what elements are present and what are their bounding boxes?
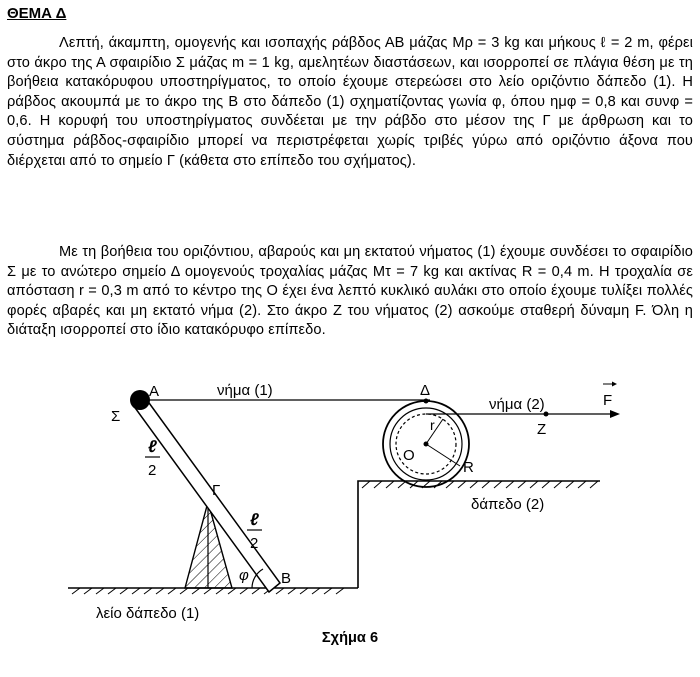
label-phi: φ (239, 567, 249, 584)
paragraph-setup: Λεπτή, άκαμπτη, ομογενής και ισοπαχής ράβδος ΑΒ μάζας Μρ = 3 kg και μήκους ℓ = 2 m, φέρει στο άκρο της Α σφαιρίδιο Σ μάζας m = 1 kg, αμελητέων διαστάσεων, και ισορροπεί σε πλάγια θέση με τη βοήθεια κατακόρυφου υποστηρίγματος, το οποίο έχουμε στερεώσει στο λείο οριζόντιο δάπεδο (1). Η ράβδος ακουμπά με το άκρο της Β στο δάπεδο (1) σχηματίζοντας γωνία φ, όπου ημφ = 0,8 και συνφ = 0,6. Η κορυφή του υποστηρίγματος συνδέεται με την ράβδο στο μέσον της Γ με άρθρωση και το σύστημα ράβδος-σφαιρίδιο μπορεί να περιστρέφεται χωρίς τριβές γύρω από οριζόντιο άξονα που διέρχεται από το σημείο Γ (κάθετα στο επίπεδο του σχήματος). (7, 35, 693, 169)
label-Gamma: Γ (212, 482, 221, 499)
label-Delta: Δ (420, 382, 431, 399)
label-floor-2: δάπεδο (2) (471, 496, 545, 513)
point-delta (424, 399, 429, 404)
force-F-overarrow-head (612, 382, 617, 387)
label-half-length-lower-num: ℓ (250, 510, 259, 529)
label-r: r (430, 417, 435, 433)
label-half-length-upper-num: ℓ (148, 437, 157, 456)
figure-caption: Σχήμα 6 (321, 630, 379, 646)
label-half-length-upper-den: 2 (148, 462, 157, 479)
label-F: F (603, 392, 613, 409)
label-A: Α (149, 383, 160, 400)
label-R: R (463, 459, 474, 476)
label-B: Β (281, 570, 292, 587)
floor-1-hatching (72, 588, 344, 594)
label-half-length-lower-den: 2 (250, 535, 259, 552)
label-string-2: νήμα (2) (489, 396, 545, 413)
label-O: Ο (403, 447, 415, 464)
floor-2-hatching (362, 481, 598, 488)
label-Sigma: Σ (111, 408, 121, 425)
label-floor-1: λείο δάπεδο (1) (96, 605, 200, 622)
label-string-1: νήμα (1) (217, 382, 273, 399)
paragraph-pulley: Με τη βοήθεια του οριζόντιου, αβαρούς και μη εκτατού νήματος (1) έχουμε συνδέσει το σφαιρίδιο Σ με το ανώτερο σημείο Δ ομογενούς τροχαλίας μάζας Μτ = 7 kg και ακτίνας R = 0,4 m. Η τροχαλία σε απόσταση r = 0,3 m από το κέντρο της Ο έχει ένα λεπτό κυκλικό αυλάκι στο οποίο έχουμε τυλίξει πολλές φορές αβαρές και μη εκτατό νήμα (2). Στο άκρο Ζ του νήματος (2) ασκούμε σταθερή δύναμη F. Όλη η διάταξη ισορροπεί στο ίδιο κατακόρυφο επίπεδο. (7, 244, 693, 339)
radius-R-line (426, 444, 460, 466)
label-Z: Z (537, 421, 547, 438)
page-title: ΘΕΜΑ Δ (7, 5, 67, 22)
force-F-arrowhead (610, 410, 620, 418)
